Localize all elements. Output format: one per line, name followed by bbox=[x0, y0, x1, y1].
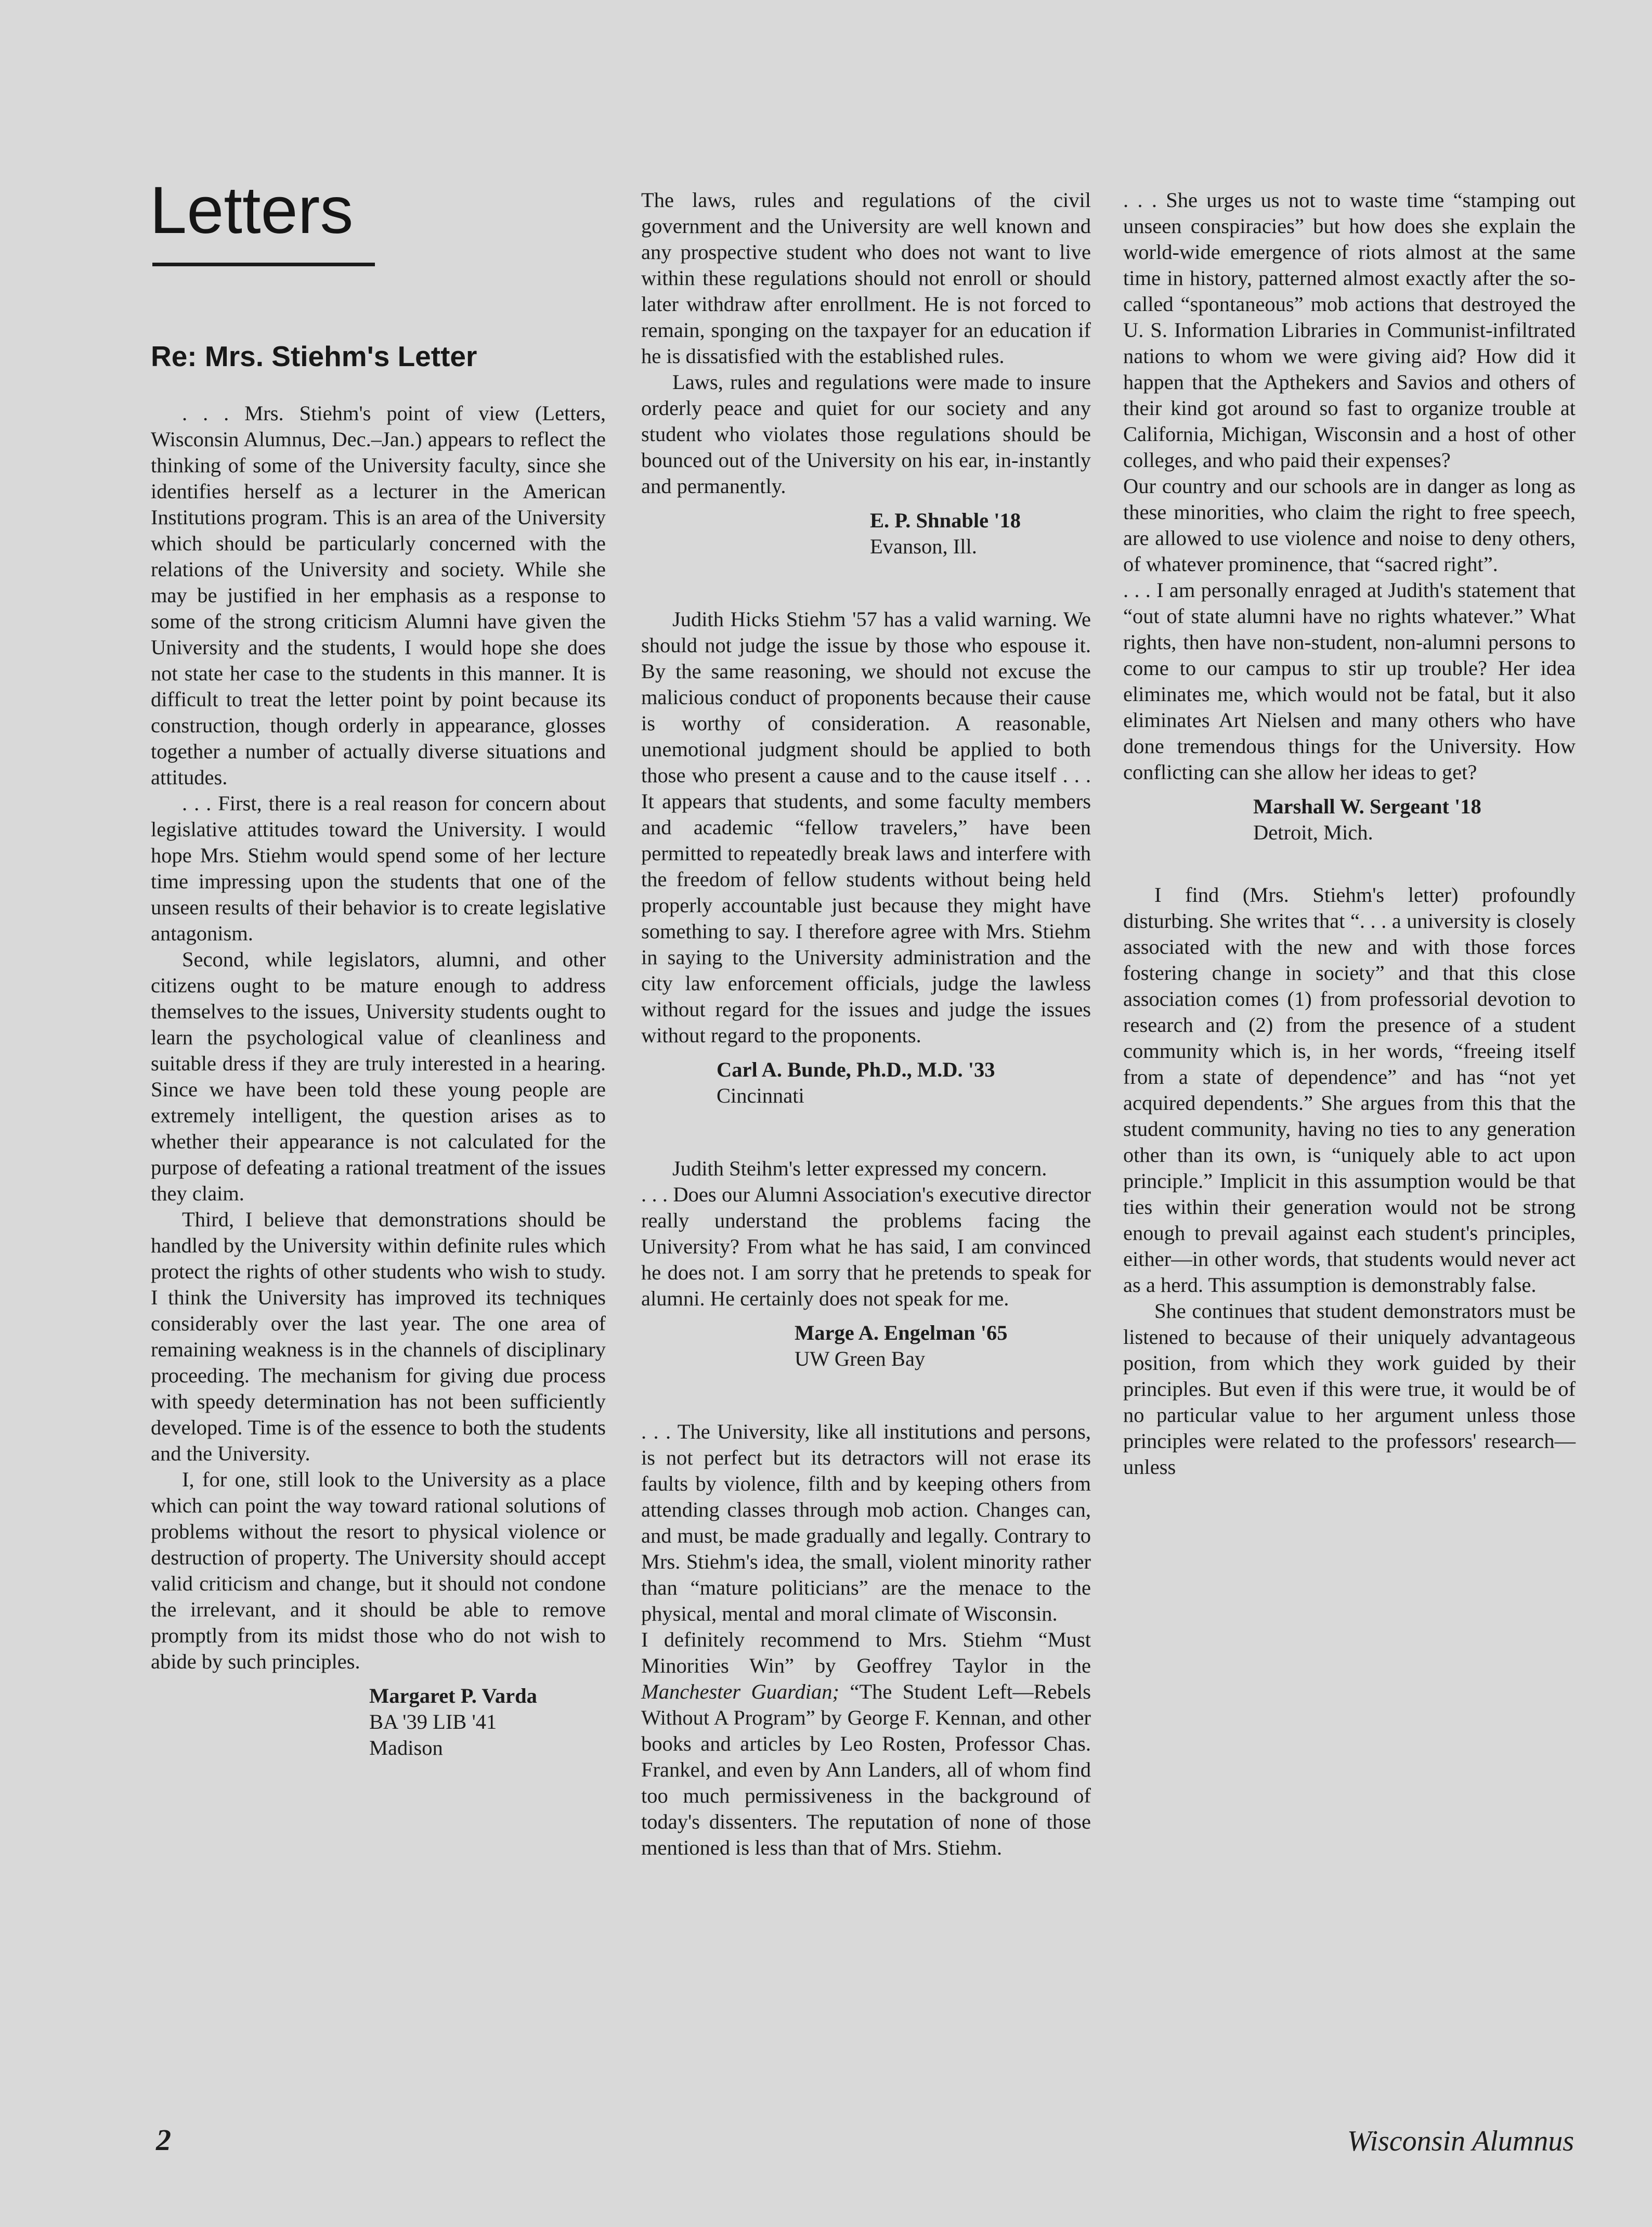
signature-degree: BA '39 LIB '41 bbox=[369, 1710, 497, 1733]
letter-last-paragraph-1: I find (Mrs. Stiehm's letter) profoundly disturbing. She writes that “. . . a university is closely associated with the new and with those forces fostering change in society” and that this close association comes (1) from professorial devotion to research and (2) from the presence of a student community which is, in her words, “freeing itself from a state of dependence” and has “not yet acquired dependents.” She argues from this that the student community, having no ties to any generation other than its own, is “uniquely able to act upon principle.” Implicit in this assumption would be that ties within their generation would not be strong enough to prevail against each student's principles, either—in other words, that students would never act as a herd. This assumption is demonstrably false. bbox=[1123, 883, 1576, 1297]
letter-sergeant-paragraph-5: . . . I am personally enraged at Judith's statement that “out of state alumni have no rights whatever.” What rights, then have non-student, non-alumni persons to come to our campus to stir up trouble? Her idea eliminates me, which would not be fatal, but it also eliminates Art Nielsen and many others who have done tremendous things for the University. How conflicting can she allow her ideas to get? bbox=[1123, 578, 1576, 784]
sergeant-p2-text-b: “The Student Left—Rebels Without A Program” by George F. Kennan, and other books and articles by Leo Rosten, Professor Chas. Frankel, and even by Ann Landers, all of whom find too much permissiveness in the background of today's dissenters. The reputation of none of those mentioned is less than that of Mrs. Stiehm. bbox=[641, 1680, 1091, 1859]
signature-place: Detroit, Mich. bbox=[1253, 821, 1373, 844]
column-1 bbox=[151, 400, 606, 1761]
letter-separator bbox=[1123, 846, 1576, 882]
signature-place: Madison bbox=[369, 1736, 443, 1759]
signature-name: Margaret P. Varda bbox=[369, 1684, 537, 1707]
sergeant-p2-text-a: I definitely recommend to Mrs. Stiehm “Must Minorities Win” by Geoffrey Taylor in the bbox=[641, 1628, 1091, 1677]
letter-sergeant-paragraph-4: Our country and our schools are in danger as long as these minorities, who claim the right to free speech, are allowed to use violence and noise to deny others, of whatever prominence, that “sacred right”. bbox=[1123, 474, 1576, 576]
signature-bunde bbox=[717, 1057, 1091, 1109]
letter-varda-p1-text: . . . Mrs. Stiehm's point of view (Letters, Wisconsin Alumnus, Dec.–Jan.) appears to reflect the thinking of some of the University faculty, since she identifies herself as a lecturer in the American Institutions program. This is an area of the University which should be particularly concerned with the relations of the University and society. While she may be justified in her emphasis as a response to some of the strong criticism Alumni have given the University and the students, I would hope she does not state her case to the students in this manner. It is difficult to treat the letter point by point because its construction, though orderly in appearance, glosses together a number of actually diverse situations and attitudes. bbox=[151, 402, 606, 789]
signature-place: Evanson, Ill. bbox=[870, 535, 977, 558]
signature-varda bbox=[369, 1683, 606, 1761]
letter-separator bbox=[641, 560, 1091, 606]
letter-sergeant-paragraph-1: . . . The University, like all institutions and persons, is not perfect but its detractors will not erase its faults by violence, filth and by keeping others from attending classes through mob action. Changes can, and must, be made gradually and legally. Contrary to Mrs. Stiehm's idea, the small, violent minority rather than “mature politicians” are the menace to the physical, mental and moral climate of Wisconsin. bbox=[641, 1420, 1091, 1625]
letter-varda-paragraph-4: Third, I believe that demonstrations should be handled by the University within definite rules which protect the rights of other students who wish to study. I think the University has improved its techniques considerably over the last year. The one area of remaining weakness is in the channels of disciplinary proceeding. The mechanism for giving due process with speedy determination has not been sufficiently developed. Time is of the essence to both the students and the University. bbox=[151, 1208, 606, 1465]
letter-separator bbox=[641, 1109, 1091, 1156]
page-number: 2 bbox=[156, 2123, 171, 2157]
letter-last-paragraph-2: She continues that student demonstrators must be listened to because of their uniquely advantageous position, from which they work guided by their principles. But even if this were true, it would be of no particular value to her argument unless those principles were related to the professors' research—unless bbox=[1123, 1299, 1576, 1479]
letter-bunde-paragraph-1: Judith Hicks Stiehm '57 has a valid warning. We should not judge the issue by those who espouse it. By the same reasoning, we should not excuse the malicious conduct of proponents because their cause is worthy of consideration. A reasonable, unemotional judgment should be applied to both those who present a cause and to the cause itself . . . It appears that students, and some faculty members and academic “fellow travelers,” have been permitted to repeatedly break laws and interfere with the freedom of fellow students without being held properly accountable just because they might have something to say. I therefore agree with Mrs. Stiehm in saying to the University administration and the city law enforcement officials, judge the lawless without regard for the issues and judge the issues without regard to the proponents. bbox=[641, 607, 1091, 1047]
title-underline bbox=[152, 263, 375, 266]
letter-shnable-paragraph-1: The laws, rules and regulations of the civil government and the University are well known and any prospective student who does not want to live within these regulations should not enroll or should later withdraw after enrollment. He is not forced to remain, sponging on the taxpayer for an education if he is dissatisfied with the established rules. bbox=[641, 188, 1091, 368]
letter-sergeant-paragraph-3: . . . She urges us not to waste time “stamping out unseen conspiracies” but how does she explain the world-wide emergence of riots almost at the same time in history, patterned almost exactly after the so-called “spontaneous” mob actions that destroyed the U. S. Information Libraries in Communist-infiltrated nations to whom we were giving aid? How did it happen that the Apthekers and Savios and others of their kind got around so fast to organize trouble at California, Michigan, Wisconsin and a host of other colleges, and who paid their expenses? bbox=[1123, 188, 1576, 472]
letter-varda-paragraph-1 bbox=[151, 400, 606, 791]
letter-shnable-paragraph-2: Laws, rules and regulations were made to insure orderly peace and quiet for our society and any student who violates those regulations should be bounced out of the University on his ear, in-instantly and permanently. bbox=[641, 370, 1091, 498]
signature-engelman bbox=[795, 1320, 1091, 1372]
column-2 bbox=[641, 187, 1091, 1861]
section-heading: Re: Mrs. Stiehm's Letter bbox=[151, 340, 477, 372]
column-3 bbox=[1123, 187, 1576, 1480]
signature-place: UW Green Bay bbox=[795, 1347, 926, 1370]
signature-name: Marshall W. Sergeant '18 bbox=[1253, 795, 1481, 818]
newspaper-title: Manchester Guardian; bbox=[641, 1680, 840, 1703]
page-title: Letters bbox=[150, 173, 354, 248]
letter-sergeant-paragraph-2 bbox=[641, 1627, 1091, 1861]
magazine-name: Wisconsin Alumnus bbox=[1347, 2125, 1574, 2157]
signature-name: Carl A. Bunde, Ph.D., M.D. '33 bbox=[717, 1058, 995, 1081]
letter-engelman-paragraph-1: Judith Steihm's letter expressed my concern. bbox=[672, 1157, 1047, 1180]
letter-engelman-paragraph-2: . . . Does our Alumni Association's executive director really understand the problems facing the University? From what he has said, I am convinced he does not. I am sorry that he pretends to speak for alumni. He certainly does not speak for me. bbox=[641, 1183, 1091, 1310]
letter-varda-paragraph-3: Second, while legislators, alumni, and other citizens ought to be mature enough to address themselves to the issues, University students ought to learn the psychological value of cleanliness and suitable dress if they are truly interested in a hearing. Since we have been told these young people are extremely intelligent, the question arises as to whether their appearance is not calculated for the purpose of defeating a rational treatment of the issues they claim. bbox=[151, 948, 606, 1205]
signature-shnable bbox=[870, 508, 1091, 560]
signature-sergeant bbox=[1253, 794, 1576, 846]
letter-separator bbox=[641, 1372, 1091, 1419]
letter-varda-paragraph-2: . . . First, there is a real reason for concern about legislative attitudes toward the University. I would hope Mrs. Stiehm would spend some of her lecture time impressing upon the students that one of the unseen results of their behavior is to create legislative antagonism. bbox=[151, 792, 606, 945]
signature-name: E. P. Shnable '18 bbox=[870, 509, 1021, 532]
letter-varda-paragraph-5: I, for one, still look to the University as a place which can point the way toward rational solutions of problems without the resort to physical violence or destruction of property. The University should accept valid criticism and change, but it should not condone the irrelevant, and it should be able to remove promptly from its midst those who do not wish to abide by such principles. bbox=[151, 1468, 606, 1673]
signature-name: Marge A. Engelman '65 bbox=[795, 1321, 1008, 1344]
signature-place: Cincinnati bbox=[717, 1084, 804, 1107]
